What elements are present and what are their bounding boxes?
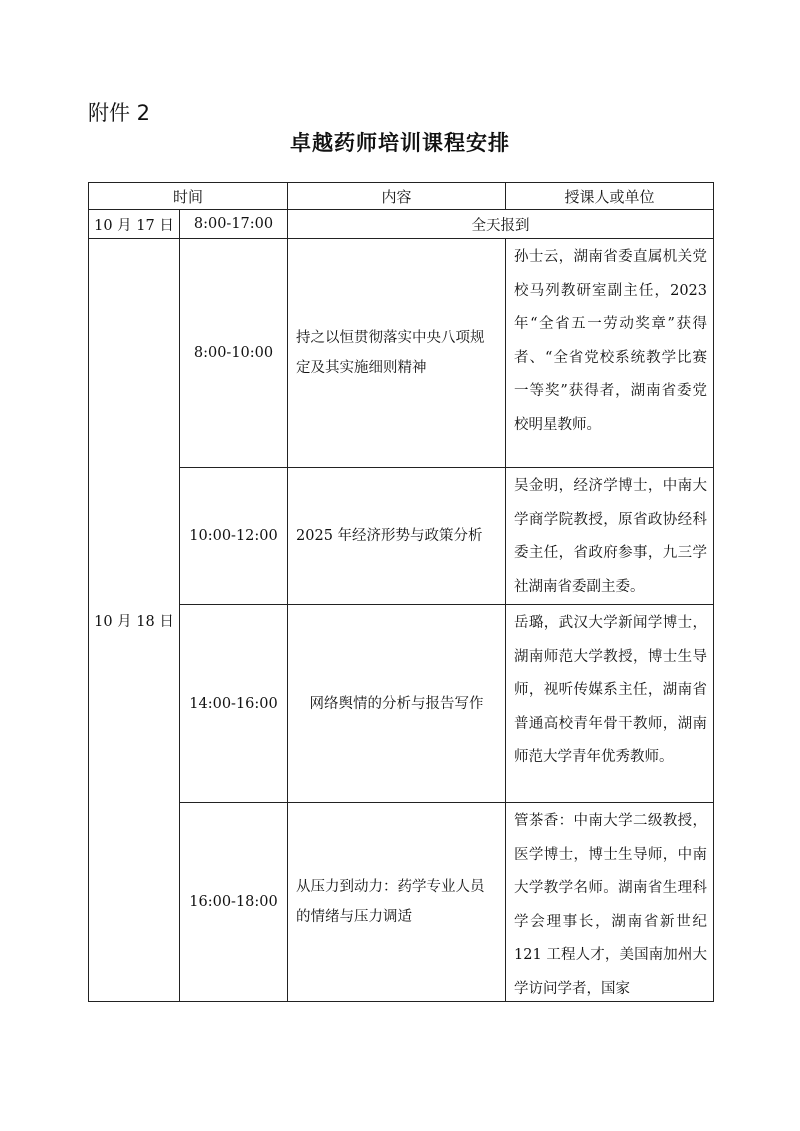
session-content: 从压力到动力：药学专业人员的情绪与压力调适 bbox=[288, 803, 506, 1002]
registration-time: 8:00-17:00 bbox=[180, 210, 288, 239]
session-lecturer-cell bbox=[506, 803, 714, 1002]
course-schedule-table bbox=[88, 182, 714, 1002]
session-lecturer: 岳璐，武汉大学新闻学博士，湖南师范大学教授，博士生导师，视听传媒系主任，湖南省普通高校青年骨干教师，湖南师范大学青年优秀教师。 bbox=[506, 605, 714, 803]
session-content: 持之以恒贯彻落实中央八项规定及其实施细则精神 bbox=[288, 239, 506, 468]
session-content: 2025 年经济形势与政策分析 bbox=[288, 468, 506, 605]
session-content: 网络舆情的分析与报告写作 bbox=[288, 605, 506, 803]
header-time: 时间 bbox=[89, 183, 288, 210]
table-row bbox=[89, 803, 714, 1002]
session-time: 14:00-16:00 bbox=[180, 605, 288, 803]
header-content: 内容 bbox=[288, 183, 506, 210]
registration-row bbox=[89, 210, 714, 239]
header-lecturer: 授课人或单位 bbox=[506, 183, 714, 210]
session-time: 8:00-10:00 bbox=[180, 239, 288, 468]
table-row bbox=[89, 468, 714, 605]
session-time: 16:00-18:00 bbox=[180, 803, 288, 1002]
session-lecturer: 孙士云，湖南省委直属机关党校马列教研室副主任，2023 年“全省五一劳动奖章”获得者、“全省党校系统教学比赛一等奖”获得者，湖南省委党校明星教师。 bbox=[506, 239, 714, 468]
document-title: 卓越药师培训课程安排 bbox=[290, 131, 510, 155]
registration-content: 全天报到 bbox=[288, 210, 714, 239]
session-lecturer: 吴金明，经济学博士，中南大学商学院教授，原省政协经科委主任，省政府参事，九三学社湖南省委副主委。 bbox=[506, 468, 714, 605]
session-time: 10:00-12:00 bbox=[180, 468, 288, 605]
session-lecturer: 管茶香：中南大学二级教授，医学博士，博士生导师，中南大学教学名师。湖南省生理科学会理事长，湖南省新世纪 121 工程人才，美国南加州大学访问学者，国家 bbox=[514, 813, 708, 997]
table-row bbox=[89, 605, 714, 803]
registration-date: 10 月 17 日 bbox=[89, 210, 180, 239]
session-date: 10 月 18 日 bbox=[89, 239, 180, 1002]
table-row bbox=[89, 239, 714, 468]
attachment-label: 附件 2 bbox=[88, 101, 151, 125]
table-header-row bbox=[89, 183, 714, 210]
